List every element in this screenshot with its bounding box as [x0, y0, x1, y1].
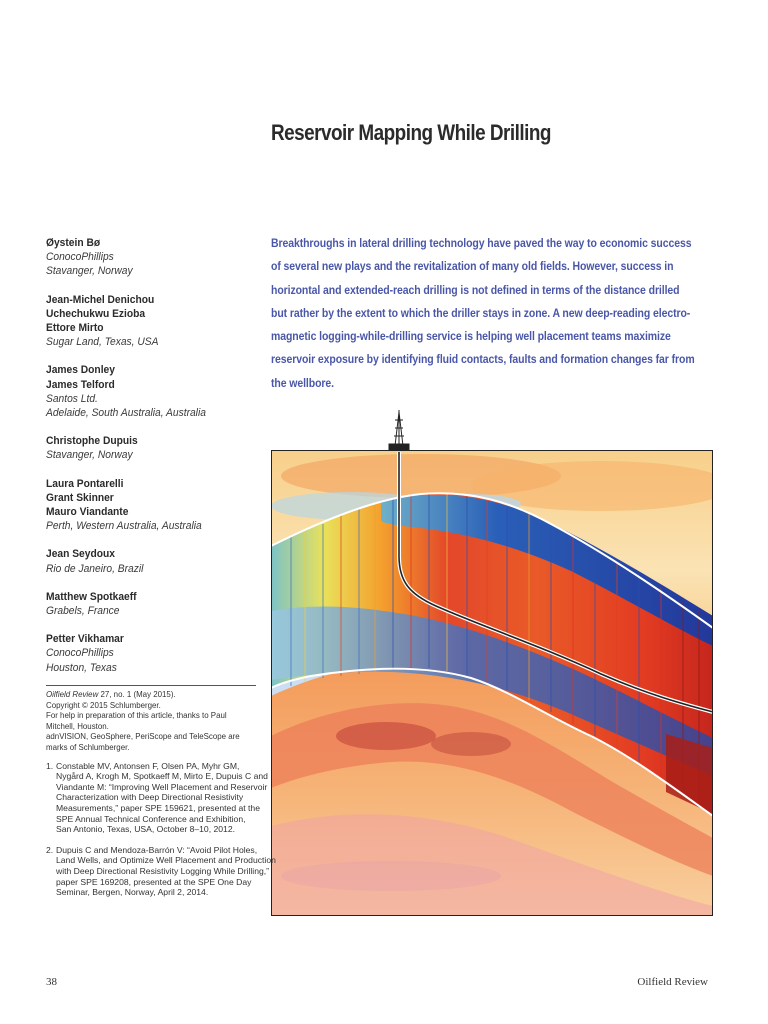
author-name: Petter Vikhamar — [46, 633, 124, 646]
author-affiliation: Stavanger, Norway — [46, 449, 133, 462]
reference-number: 1. — [46, 760, 54, 771]
abstract-line: of several new plays and the revitalization of many old fields. However, success in — [271, 260, 674, 274]
trademarks-line-1: adnVISION, GeoSphere, PeriScope and TeleScope are — [46, 731, 240, 742]
journal-name-italic: Oilfield Review — [46, 689, 99, 699]
author-name: James Donley — [46, 364, 115, 377]
author-affiliation: ConocoPhillips — [46, 251, 114, 264]
trademarks-line-2: marks of Schlumberger. — [46, 741, 130, 752]
reference-item — [46, 845, 276, 898]
resistivity-inversion-figure — [271, 406, 713, 916]
abstract-line: but rather by the extent to which the driller stays in zone. A new deep-reading electro- — [271, 306, 691, 320]
thanks-line-1: For help in preparation of this article, thanks to Paul — [46, 710, 227, 721]
author-name: Jean Seydoux — [46, 548, 115, 561]
author-group — [46, 590, 266, 618]
author-affiliation: Perth, Western Australia, Australia — [46, 520, 202, 533]
author-group — [46, 632, 266, 675]
author-name: Ettore Mirto — [46, 322, 104, 335]
reference-list — [46, 761, 276, 898]
divider-rule — [46, 685, 256, 686]
abstract-line: magnetic logging-while-drilling service is helping well placement teams maximize — [271, 330, 671, 344]
author-name: Matthew Spotkaeff — [46, 590, 137, 603]
author-name: Jean-Michel Denichou — [46, 293, 155, 306]
abstract-line: Breakthroughs in lateral drilling technology have paved the way to economic success — [271, 237, 692, 250]
author-name: Uchechukwu Ezioba — [46, 307, 146, 320]
reference-text-line: Measurements,” paper SPE 159621, presented at the — [56, 802, 260, 813]
abstract-line: the wellbore. — [271, 376, 334, 390]
journal-name: Oilfield Review — [637, 976, 708, 988]
reference-text-line: Characterization with Deep Directional Resistivity — [56, 792, 244, 803]
author-affiliation: Grabels, France — [46, 605, 120, 618]
article-notes — [46, 689, 276, 908]
author-group — [46, 477, 266, 534]
author-group — [46, 293, 266, 350]
reference-text-line: San Antonio, Texas, USA, October 8–10, 2012. — [56, 824, 235, 835]
reference-text-line: Seminar, Bergen, Norway, April 2, 2014. — [56, 887, 209, 898]
reference-text-line: Constable MV, Antonsen F, Olsen PA, Myhr GM, — [56, 760, 240, 771]
author-affiliation: Houston, Texas — [46, 661, 117, 674]
author-group — [46, 363, 266, 420]
thanks-line-2: Mitchell, Houston. — [46, 720, 109, 731]
issue-info: 27, no. 1 (May 2015). — [98, 689, 176, 699]
author-name: Laura Pontarelli — [46, 477, 124, 490]
author-affiliation: Rio de Janeiro, Brazil — [46, 562, 144, 575]
author-affiliation: Stavanger, Norway — [46, 265, 133, 278]
author-group — [46, 547, 266, 575]
reference-text-line: paper SPE 169208, presented at the SPE One Day — [56, 876, 252, 887]
author-affiliation: Santos Ltd. — [46, 392, 98, 405]
page-number: 38 — [46, 976, 57, 988]
reference-text-line: Nygård A, Krogh M, Spotkaeff M, Mirto E, Dupuis C and — [56, 771, 268, 782]
reference-text-line: SPE Annual Technical Conference and Exhibition, — [56, 813, 246, 824]
abstract-line: reservoir exposure by identifying fluid contacts, faults and formation changes far from — [271, 353, 695, 367]
abstract — [271, 232, 711, 395]
reference-text-line: Dupuis C and Mendoza-Barrón V: “Avoid Pilot Holes, — [56, 844, 258, 855]
author-name: Christophe Dupuis — [46, 435, 138, 448]
reference-text-line: with Deep Directional Resistivity Logging While Drilling,” — [56, 865, 270, 876]
reference-text-line: Viandante M: “Improving Well Placement and Reservoir — [56, 781, 268, 792]
author-affiliation: ConocoPhillips — [46, 647, 114, 660]
article-title: Reservoir Mapping While Drilling — [271, 120, 551, 145]
author-name: Øystein Bø — [46, 237, 101, 249]
copyright-line: Copyright © 2015 Schlumberger. — [46, 699, 161, 710]
author-name: James Telford — [46, 378, 115, 391]
author-affiliation: Adelaide, South Australia, Australia — [46, 407, 206, 420]
drilling-rig-icon — [389, 410, 409, 450]
abstract-line: horizontal and extended-reach drilling is not defined in terms of the distance drilled — [271, 283, 680, 297]
author-name: Mauro Viandante — [46, 506, 129, 519]
author-group — [46, 236, 266, 279]
author-name: Grant Skinner — [46, 491, 114, 504]
reference-number: 2. — [46, 844, 54, 855]
author-affiliation: Sugar Land, Texas, USA — [46, 336, 159, 349]
reference-item — [46, 761, 276, 835]
reference-text-line: Land Wells, and Optimize Well Placement and Production — [56, 855, 276, 866]
author-group — [46, 434, 266, 462]
author-list — [46, 236, 266, 689]
